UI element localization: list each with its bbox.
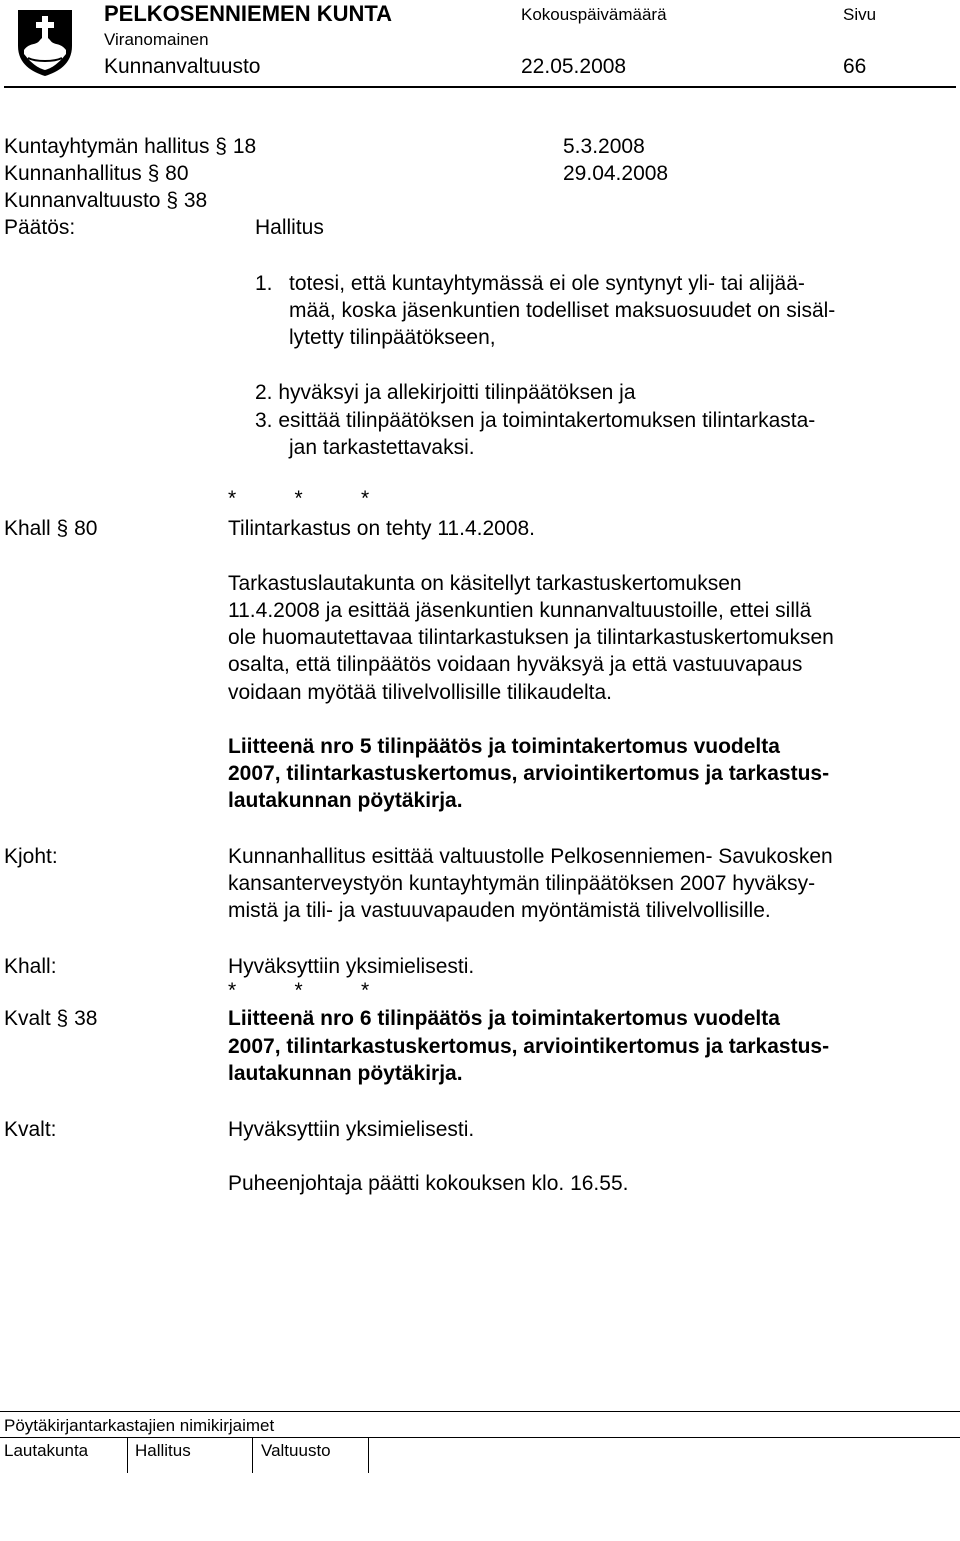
attachment-line: lautakunnan pöytäkirja. bbox=[228, 789, 463, 812]
paragraph-line: ole huomautettavaa tilintarkastuksen ja tilintarkastuskertomuksen bbox=[228, 626, 834, 649]
section-sign-icon: § bbox=[56, 1007, 69, 1030]
municipality-coat-of-arms bbox=[14, 6, 76, 78]
decision-actor: Hallitus bbox=[255, 216, 324, 239]
authority-label: Viranomainen bbox=[104, 30, 209, 49]
decision-label: Päätös: bbox=[4, 216, 76, 239]
section-sign-icon: § bbox=[166, 189, 178, 212]
footer-divider bbox=[127, 1437, 128, 1473]
page-label: Sivu bbox=[843, 5, 877, 24]
decision-item-line: totesi, että kuntayhtymässä ei ole syntynyt yli- tai alijää- bbox=[289, 272, 805, 295]
khall-label: Khall: bbox=[4, 955, 57, 978]
paragraph-line: voidaan myötää tilivelvollisille tilikaudelta. bbox=[228, 681, 613, 704]
proposal-line: mistä ja tili- ja vastuuvapauden myöntämistä tilivelvollisille. bbox=[228, 899, 771, 922]
authority-name: Kunnanvaltuusto bbox=[104, 55, 261, 78]
meeting-date: 22.05.2008 bbox=[521, 55, 627, 78]
section-number: 80 bbox=[74, 517, 98, 540]
kvalt-decision: Hyväksyttiin yksimielisesti. bbox=[228, 1118, 475, 1141]
municipality-name: PELKOSENNIEMEN KUNTA bbox=[104, 1, 393, 26]
separator: * * * bbox=[228, 487, 370, 510]
page-number: 66 bbox=[843, 55, 867, 78]
separator: * * * bbox=[228, 979, 370, 1002]
attachment-line: Liitteenä nro 6 tilinpäätös ja toimintakertomus vuodelta bbox=[228, 1007, 780, 1030]
paragraph-line: 11.4.2008 ja esittää jäsenkuntien kunnanvaltuustoille, ettei sillä bbox=[228, 599, 812, 622]
history-row bbox=[4, 136, 256, 157]
section-sign-icon: § bbox=[215, 135, 227, 158]
footer-divider bbox=[252, 1437, 253, 1473]
meeting-date-label: Kokouspäivämäärä bbox=[521, 5, 667, 24]
history-body: Kuntayhtymän hallitus bbox=[4, 135, 210, 158]
paragraph-line: Tarkastuslautakunta on käsitellyt tarkastuskertomuksen bbox=[228, 572, 742, 595]
section-sign-icon: § bbox=[56, 517, 69, 540]
footer-column-hallitus: Hallitus bbox=[135, 1441, 191, 1460]
decision-item-number: 1. bbox=[255, 272, 273, 295]
footer-title: Pöytäkirjantarkastajien nimikirjaimet bbox=[4, 1416, 275, 1435]
paragraph-line: osalta, että tilinpäätös voidaan hyväksyä ja että vastuuvapaus bbox=[228, 653, 803, 676]
decision-item-line: 2. hyväksyi ja allekirjoitti tilinpäätöksen ja bbox=[255, 381, 636, 404]
proposal-line: kansanterveystyön kuntayhtymän tilinpäätöksen 2007 hyväksy- bbox=[228, 872, 816, 895]
history-body: Kunnanvaltuusto bbox=[4, 189, 161, 212]
history-row bbox=[4, 163, 189, 184]
history-row bbox=[4, 190, 207, 211]
decision-item-line: lytetty tilinpäätökseen, bbox=[289, 326, 496, 349]
audit-note: Tilintarkastus on tehty 11.4.2008. bbox=[228, 517, 536, 540]
history-body: Kunnanhallitus bbox=[4, 162, 142, 185]
history-number: 38 bbox=[183, 189, 208, 212]
attachment-line: 2007, tilintarkastuskertomus, arviointikertomus ja tarkastus- bbox=[228, 1035, 830, 1058]
kjoht-label: Kjoht: bbox=[4, 845, 58, 868]
header-rule bbox=[4, 86, 956, 88]
footer-divider bbox=[368, 1437, 369, 1473]
attachment-line: Liitteenä nro 5 tilinpäätös ja toimintakertomus vuodelta bbox=[228, 735, 780, 758]
khall-decision: Hyväksyttiin yksimielisesti. bbox=[228, 955, 475, 978]
decision-item-line: mää, koska jäsenkuntien todelliset maksuosuudet on sisäl- bbox=[289, 299, 836, 322]
section-body: Khall bbox=[4, 517, 51, 540]
section-sign-icon: § bbox=[147, 162, 160, 185]
history-number: 18 bbox=[232, 135, 257, 158]
decision-item-line: jan tarkastettavaksi. bbox=[289, 436, 475, 459]
section-number: 38 bbox=[74, 1007, 98, 1030]
footer-mid-rule bbox=[0, 1437, 960, 1438]
attachment-line: lautakunnan pöytäkirja. bbox=[228, 1062, 463, 1085]
section-header-khall-80 bbox=[4, 518, 97, 539]
section-header-kvalt-38 bbox=[4, 1008, 97, 1029]
history-number: 80 bbox=[165, 162, 189, 185]
history-date: 5.3.2008 bbox=[563, 135, 645, 158]
attachment-line: 2007, tilintarkastuskertomus, arviointikertomus ja tarkastus- bbox=[228, 762, 830, 785]
proposal-line: Kunnanhallitus esittää valtuustolle Pelkosenniemen- Savukosken bbox=[228, 845, 833, 868]
closing-note: Puheenjohtaja päätti kokouksen klo. 16.55. bbox=[228, 1172, 629, 1195]
decision-item-line: 3. esittää tilinpäätöksen ja toimintakertomuksen tilintarkasta- bbox=[255, 409, 816, 432]
footer-column-valtuusto: Valtuusto bbox=[261, 1441, 331, 1460]
history-date: 29.04.2008 bbox=[563, 162, 669, 185]
footer-column-lautakunta: Lautakunta bbox=[4, 1441, 89, 1460]
footer-top-rule bbox=[0, 1411, 960, 1412]
kvalt-label: Kvalt: bbox=[4, 1118, 57, 1141]
section-body: Kvalt bbox=[4, 1007, 51, 1030]
